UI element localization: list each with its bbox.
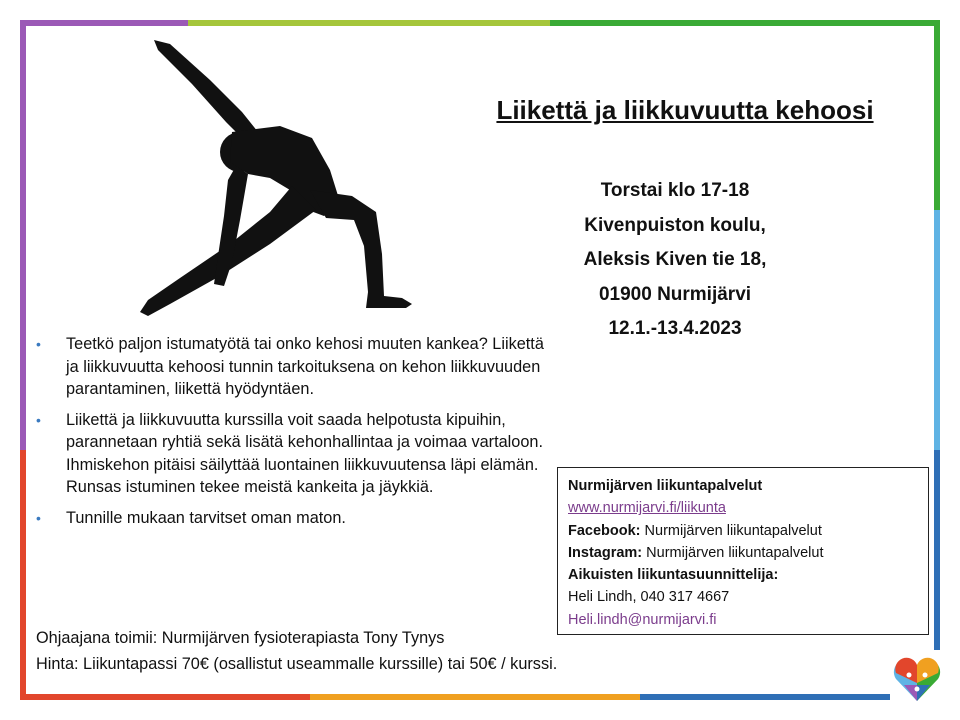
frame-right-blue [934, 450, 940, 650]
event-address: Aleksis Kiven tie 18, [583, 249, 767, 270]
frame-left-purple [20, 20, 26, 450]
heart-logo-icon [892, 655, 942, 703]
facebook-value: Nurmijärven liikuntapalvelut [640, 522, 822, 539]
instagram-line [568, 542, 918, 564]
list-item: • Liikettä ja liikkuvuutta kurssilla voit saada helpotusta kipuihin, parannetaan ryhtiä sekä lisätä kehonhallintaa ja voimaa vartaloon. Ihmiskehon pitäisi säilyttää luontainen liikkuvuutensa läpi elämän. Runsas istuminen tekee meistä kankeita ja jäykkiä. [36, 409, 546, 499]
frame-left-red [20, 450, 26, 700]
contact-box [557, 467, 929, 635]
event-info [540, 174, 810, 347]
facebook-label: Facebook: [568, 522, 641, 539]
website-link[interactable]: www.nurmijarvi.fi/liikunta [568, 500, 726, 517]
list-item: • Teetkö paljon istumatyötä tai onko kehosi muuten kankea? Liikettä ja liikkuvuutta kehoosi tunnin tarkoituksena on kehon liikkuvuuden parantaminen, liikettä hyödyntäen. [36, 333, 546, 401]
frame-bottom-red [20, 694, 310, 700]
instructor-line: Ohjaajana toimii: Nurmijärven fysioterapiasta Tony Tynys [36, 629, 445, 647]
frame-top-green [550, 20, 940, 26]
planner-name: Heli Lindh, 040 317 4667 [568, 589, 730, 606]
email-link[interactable]: Heli.lindh@nurmijarvi.fi [568, 611, 717, 628]
instagram-value: Nurmijärven liikuntapalvelut [642, 544, 824, 561]
yoga-pose-icon [140, 40, 420, 320]
contact-heading: Nurmijärven liikuntapalvelut [568, 478, 763, 494]
description-list [36, 333, 546, 537]
frame-top-purple [20, 20, 188, 26]
instagram-label: Instagram: [568, 544, 643, 561]
event-postcode: 01900 Nurmijärvi [598, 283, 752, 305]
event-time: Torstai klo 17-18 [600, 180, 750, 201]
facebook-line [568, 520, 918, 542]
event-place: Kivenpuiston koulu, [584, 214, 766, 236]
price-line: Hinta: Liikuntapassi 70€ (osallistut useammalle kurssille) tai 50€ / kurssi. [36, 655, 558, 673]
planner-label: Aikuisten liikuntasuunnittelija: [568, 567, 779, 584]
frame-top-yellowgreen [188, 20, 550, 26]
frame-right-lightblue [934, 210, 940, 450]
list-item: • Tunnille mukaan tarvitset oman maton. [36, 507, 546, 530]
frame-bottom-orange [310, 694, 640, 700]
page-title: Liikettä ja liikkuvuutta kehoosi [496, 95, 874, 125]
frame-right-green [934, 20, 940, 210]
event-dates: 12.1.-13.4.2023 [608, 318, 742, 339]
frame-bottom-blue [640, 694, 890, 700]
